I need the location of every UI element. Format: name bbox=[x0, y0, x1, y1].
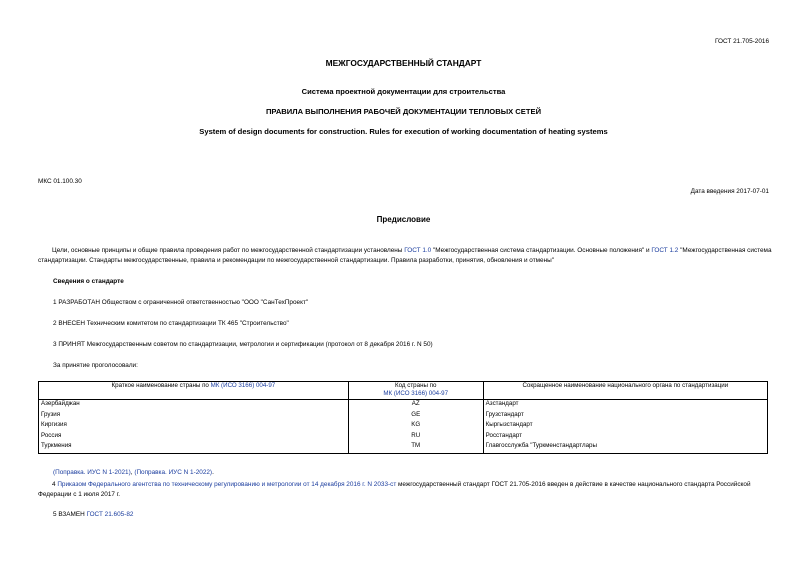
preface-paragraph bbox=[38, 246, 773, 265]
table-row bbox=[39, 411, 768, 422]
order-link[interactable]: Приказом Федерального агентства по техническому регулированию и метрологии от 14 декабря 2016 г. N 2033-ст bbox=[57, 481, 397, 488]
code-cell: AZ bbox=[348, 400, 483, 411]
country-cell: Грузия bbox=[39, 411, 349, 422]
amendment-link-2022[interactable]: (Поправка. ИУС N 1-2022) bbox=[134, 469, 213, 476]
body-cell: Главгосслужба "Туркменстандартлары bbox=[483, 442, 767, 453]
code-cell: GE bbox=[348, 411, 483, 422]
body-cell: Грузстандарт bbox=[483, 411, 767, 422]
table-row bbox=[39, 421, 768, 432]
code-cell: RU bbox=[348, 432, 483, 443]
country-name-header bbox=[39, 382, 349, 400]
code-cell: KG bbox=[348, 421, 483, 432]
body-cell: Азстандарт bbox=[483, 400, 767, 411]
system-title: Система проектной документации для строительства bbox=[301, 87, 506, 96]
preface-text-b: "Межгосударственная система стандартизации. Основные положения" и bbox=[431, 247, 652, 254]
voted-label: За принятие проголосовали: bbox=[53, 362, 138, 369]
amendments-line bbox=[53, 468, 214, 477]
standards-body-header: Сокращенное наименование национального органа по стандартизации bbox=[483, 382, 767, 400]
amendment-end: . bbox=[212, 469, 214, 476]
body-cell: Кыргызстандарт bbox=[483, 421, 767, 432]
preface-heading: Предисловие bbox=[376, 215, 431, 224]
gost-21-605-82-link[interactable]: ГОСТ 21.605-82 bbox=[86, 511, 134, 518]
country-cell: Туркмения bbox=[39, 442, 349, 453]
body-cell: Росстандарт bbox=[483, 432, 767, 443]
amendment-separator: , bbox=[130, 469, 135, 476]
table-header-row bbox=[39, 382, 768, 400]
english-title: System of design documents for construction. Rules for execution of working documentation of heating systems bbox=[199, 127, 608, 136]
main-title: ПРАВИЛА ВЫПОЛНЕНИЯ РАБОЧЕЙ ДОКУМЕНТАЦИИ ТЕПЛОВЫХ СЕТЕЙ bbox=[265, 107, 542, 116]
amendment-link-2021[interactable]: (Поправка. ИУС N 1-2021) bbox=[53, 469, 131, 476]
item-4-text: межгосударственный стандарт ГОСТ 21.705-2016 введен в действие в качестве национального стандарта Российской Федерации с 1 июля 2017 г. bbox=[38, 481, 751, 498]
country-cell: Киргизия bbox=[39, 421, 349, 432]
category-title: МЕЖГОСУДАРСТВЕННЫЙ СТАНДАРТ bbox=[325, 58, 482, 68]
preface-text-a: Цели, основные принципы и общие правила проведения работ по межгосударственной стандартизации установлены bbox=[52, 247, 405, 254]
country-code-header bbox=[348, 382, 483, 400]
table-row bbox=[39, 400, 768, 411]
country-cell: Россия bbox=[39, 432, 349, 443]
country-cell: Азербайджан bbox=[39, 400, 349, 411]
item-5 bbox=[53, 510, 133, 519]
mk-iso-link[interactable]: МК (ИСО 3166) 004-97 bbox=[210, 382, 276, 389]
gost-1-0-link[interactable]: ГОСТ 1.0 bbox=[404, 247, 432, 254]
item-5-text: 5 ВЗАМЕН bbox=[53, 511, 87, 518]
preface-text-c: "Межгосударственная система стандартизации. Стандарты межгосударственные, правила и рекомендации по межгосударственной стандартизации. Правила разработки, принятия, обновления и отмены" bbox=[38, 247, 772, 264]
doc-code: ГОСТ 21.705-2016 bbox=[714, 38, 769, 45]
info-heading: Сведения о стандарте bbox=[53, 278, 124, 285]
item-4 bbox=[38, 480, 773, 499]
table-row bbox=[39, 442, 768, 453]
item-4-number: 4 bbox=[52, 481, 58, 488]
item-3: 3 ПРИНЯТ Межгосударственным советом по стандартизации, метрологии и сертификации (протокол от 8 декабря 2016 г. N 50) bbox=[53, 341, 433, 348]
header-text: Код страны по bbox=[395, 382, 437, 389]
countries-table bbox=[38, 381, 768, 454]
intro-date: Дата введения 2017-07-01 bbox=[690, 188, 769, 195]
mk-iso-link[interactable]: МК (ИСО 3166) 004-97 bbox=[383, 390, 449, 397]
gost-1-2-link[interactable]: ГОСТ 1.2 bbox=[651, 247, 679, 254]
table-row bbox=[39, 432, 768, 443]
code-cell: TM bbox=[348, 442, 483, 453]
header-text: Краткое наименование страны по bbox=[111, 382, 211, 389]
mks-code: МКС 01.100.30 bbox=[38, 178, 82, 185]
item-2: 2 ВНЕСЕН Техническим комитетом по стандартизации ТК 465 "Строительство" bbox=[53, 320, 289, 327]
item-1: 1 РАЗРАБОТАН Обществом с ограниченной ответственностью "ООО "СанТехПроект" bbox=[53, 299, 309, 306]
